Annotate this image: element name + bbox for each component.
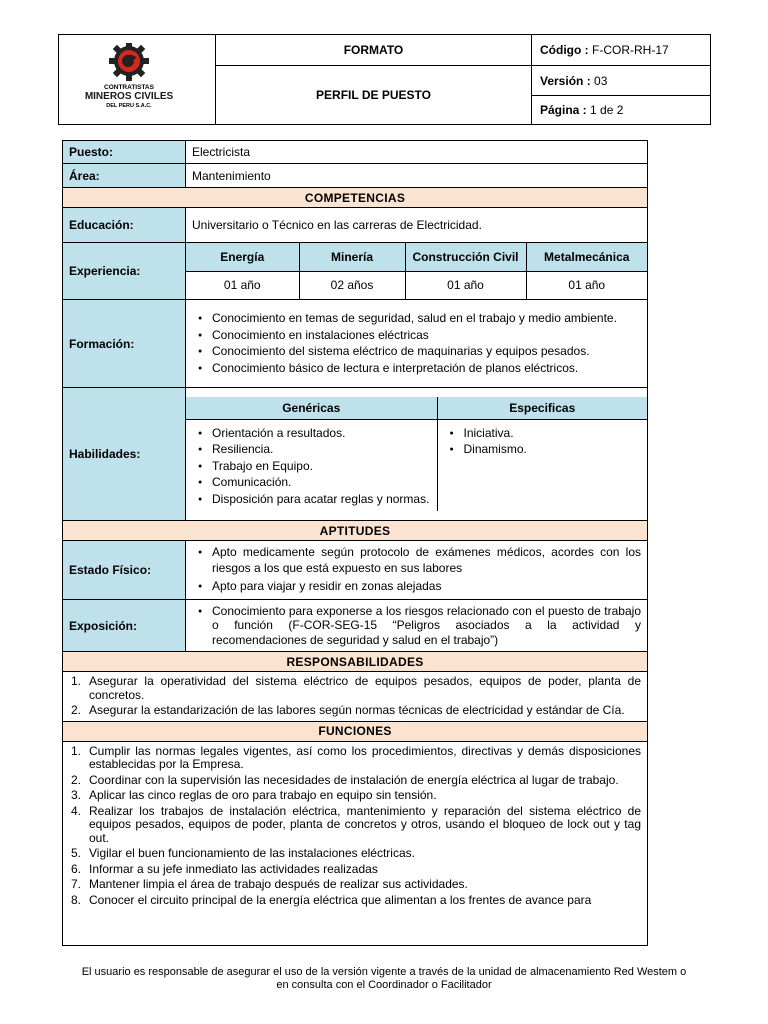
list-item: 2. Coordinar con la supervisión las necesidades de instalación de energía eléctrica al lugar de trabajo. [71, 772, 619, 787]
doc-version: Versión : 03 [532, 66, 711, 95]
exp-col-construccion: Construcción Civil [405, 243, 526, 271]
competencias-heading: COMPETENCIAS [63, 188, 648, 208]
list-item: ● Conocimiento en temas de seguridad, salud en el trabajo y medio ambiente. [192, 311, 641, 327]
habilidades-especificas-heading: Especificas [437, 397, 647, 419]
doc-code: Código : F-COR-RH-17 [532, 35, 711, 66]
list-item: ● Disposición para acatar reglas y normas. [192, 492, 431, 508]
company-logo [59, 35, 216, 125]
educacion-row [63, 208, 648, 243]
list-item: 1. Cumplir las normas legales vigentes, así como los procedimientos, directivas y demás disposiciones establecidas por la Empresa. [71, 743, 641, 771]
list-item: 5. Vigilar el buen funcionamiento de las instalaciones eléctricas. [71, 846, 415, 860]
list-item: ● Conocimiento del sistema eléctrico de maquinarias y equipos pesados. [192, 344, 641, 360]
list-item: ● Comunicación. [192, 475, 431, 491]
list-item: ● Apto para viajar y residir en zonas alejadas [192, 579, 641, 595]
list-item: 4. Realizar los trabajos de instalación eléctrica, mantenimiento y reparación del sistema eléctrico de equipos pesados, equipos de poder, planta de concretos y otros, usando el bloqueo de lock out y tag out. [71, 803, 641, 845]
estado-fisico-row [63, 541, 648, 600]
exp-val-energia: 01 año [186, 271, 299, 299]
estado-fisico-label: Estado Físico: [63, 541, 186, 600]
estado-fisico-list [186, 541, 648, 600]
doc-page: Página : 1 de 2 [532, 95, 711, 124]
responsabilidades-row [63, 672, 648, 722]
footer-note: El usuario es responsable de asegurar el uso de la versión vigente a través de la unidad de almacenamiento Red Westem o en consulta con el Coordinador o Facilitador [81, 966, 687, 991]
habilidades-row [63, 388, 648, 521]
responsabilidades-heading: RESPONSABILIDADES [63, 652, 648, 672]
list-item: ● Apto medicamente según protocolo de exámenes médicos, acordes con los riesgos a los que está expuesto en sus labores [192, 545, 641, 576]
list-item: 3. Aplicar las cinco reglas de oro para trabajo en equipo sin tensión. [71, 788, 437, 802]
funciones-heading: FUNCIONES [63, 721, 648, 741]
area-row [63, 164, 648, 188]
list-item: ● Trabajo en Equipo. [192, 459, 431, 475]
format-label: FORMATO [216, 35, 532, 66]
area-label: Área: [63, 164, 186, 188]
funciones-list [63, 741, 648, 945]
experiencia-grid [186, 243, 648, 300]
responsabilidades-list [63, 672, 648, 722]
svg-text:MINEROS CIVILES: MINEROS CIVILES [84, 91, 174, 102]
habilidades-label: Habilidades: [63, 388, 186, 521]
list-item: ● Iniciativa. [444, 426, 642, 442]
exp-val-metalmecanica: 01 año [526, 271, 647, 299]
exposicion-row [63, 600, 648, 652]
exposicion-label: Exposición: [63, 600, 186, 652]
list-item: 6. Informar a su jefe inmediato las actividades realizadas [71, 861, 378, 876]
document-title: PERFIL DE PUESTO [216, 66, 532, 125]
habilidades-genericas-heading: Genéricas [186, 397, 437, 419]
experiencia-row [63, 243, 648, 300]
list-item: 1. Asegurar la operatividad del sistema eléctrico de equipos pesados, equipos de poder, planta de concretos. [71, 674, 641, 702]
list-item: ● Conocimiento básico de lectura e interpretación de planos eléctricos. [192, 361, 641, 377]
puesto-value: Electricista [186, 141, 648, 164]
formacion-label: Formación: [63, 300, 186, 388]
formacion-row [63, 300, 648, 388]
list-item: ● Conocimiento en instalaciones eléctricas [192, 328, 641, 344]
list-item: 7. Mantener limpia el área de trabajo después de realizar sus actividades. [71, 877, 468, 891]
list-item: ● Dinamismo. [444, 442, 642, 458]
document-header [58, 34, 711, 125]
list-item: ● Conocimiento para exponerse a los riesgos relacionado con el puesto de trabajo o función (F-COR-SEG-15 “Peligros asociados a la actividad y recomendaciones de seguridad y salud en el trabajo”) [192, 604, 641, 648]
list-item: 2. Asegurar la estandarización de las labores según normas técnicas de electricidad y estándar de Cía. [71, 703, 625, 717]
svg-text:CONTRATISTAS: CONTRATISTAS [104, 84, 154, 91]
puesto-row [63, 141, 648, 164]
especificas-list [437, 419, 647, 511]
exp-col-mineria: Minería [299, 243, 405, 271]
exposicion-list [186, 600, 648, 652]
list-item: 8. Conocer el circuito principal de la energía eléctrica que alimentan a los frentes de avance para [71, 892, 592, 907]
habilidades-grid [186, 388, 648, 521]
exp-val-construccion: 01 año [405, 271, 526, 299]
educacion-label: Educación: [63, 208, 186, 243]
exp-col-energia: Energía [186, 243, 299, 271]
experiencia-label: Experiencia: [63, 243, 186, 300]
exp-val-mineria: 02 años [299, 271, 405, 299]
genericas-list [186, 419, 437, 511]
area-value: Mantenimiento [186, 164, 648, 188]
educacion-value: Universitario o Técnico en las carreras de Electricidad. [186, 208, 648, 243]
list-item: ● Resiliencia. [192, 442, 431, 458]
formacion-list [186, 300, 648, 388]
profile-table [62, 140, 648, 946]
aptitudes-heading: APTITUDES [63, 521, 648, 541]
list-item: ● Orientación a resultados. [192, 426, 431, 442]
funciones-row [63, 741, 648, 945]
company-logo-icon [67, 43, 207, 113]
svg-text:DEL PERU S.A.C.: DEL PERU S.A.C. [106, 103, 152, 109]
puesto-label: Puesto: [63, 141, 186, 164]
exp-col-metalmecanica: Metalmecánica [526, 243, 647, 271]
